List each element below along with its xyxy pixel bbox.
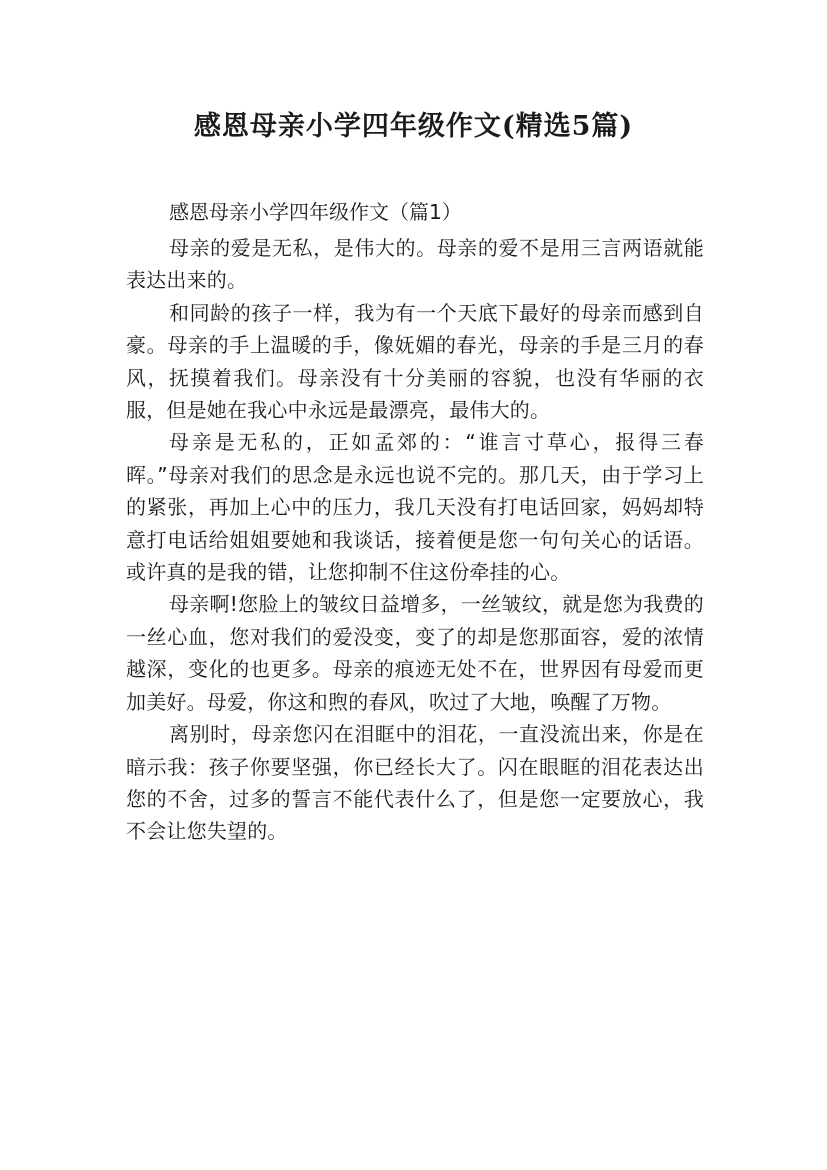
document-body bbox=[126, 196, 704, 848]
section-heading: 感恩母亲小学四年级作文（篇1） bbox=[169, 200, 462, 224]
paragraph-2: 和同龄的孩子一样，我为有一个天底下最好的母亲而感到自豪。母亲的手上温暖的手，像妩媚的春光，母亲的手是三月的春风，抚摸着我们。母亲没有十分美丽的容貌，也没有华丽的衣服，但是她在我心中永远是最漂亮，最伟大的。 bbox=[126, 300, 704, 423]
paragraph-1: 母亲的爱是无私，是伟大的。母亲的爱不是用三言两语就能表达出来的。 bbox=[126, 236, 704, 293]
document-title: 感恩母亲小学四年级作文(精选5篇) bbox=[193, 111, 634, 142]
paragraph-5: 离别时，母亲您闪在泪眶中的泪花，一直没流出来，你是在暗示我：孩子你要坚强，你已经长大了。闪在眼眶的泪花表达出您的不舍，过多的誓言不能代表什么了，但是您一定要放心，我不会让您失望的。 bbox=[126, 722, 704, 844]
paragraph-3: 母亲是无私的，正如孟郊的：“谁言寸草心，报得三春晖。”母亲对我们的思念是永远也说不完的。那几天，由于学习上的紧张，再加上心中的压力，我几天没有打电话回家，妈妈却特意打电话给姐姐要她和我谈话，接着便是您一句句关心的话语。或许真的是我的错，让您抑制不住这份牵挂的心。 bbox=[126, 430, 704, 585]
paragraph-4: 母亲啊!您脸上的皱纹日益增多，一丝皱纹，就是您为我费的一丝心血，您对我们的爱没变，变了的却是您那面容，爱的浓情越深，变化的也更多。母亲的痕迹无处不在，世界因有母爱而更加美好。母爱，你这和煦的春风，吹过了大地，唤醒了万物。 bbox=[126, 592, 704, 714]
